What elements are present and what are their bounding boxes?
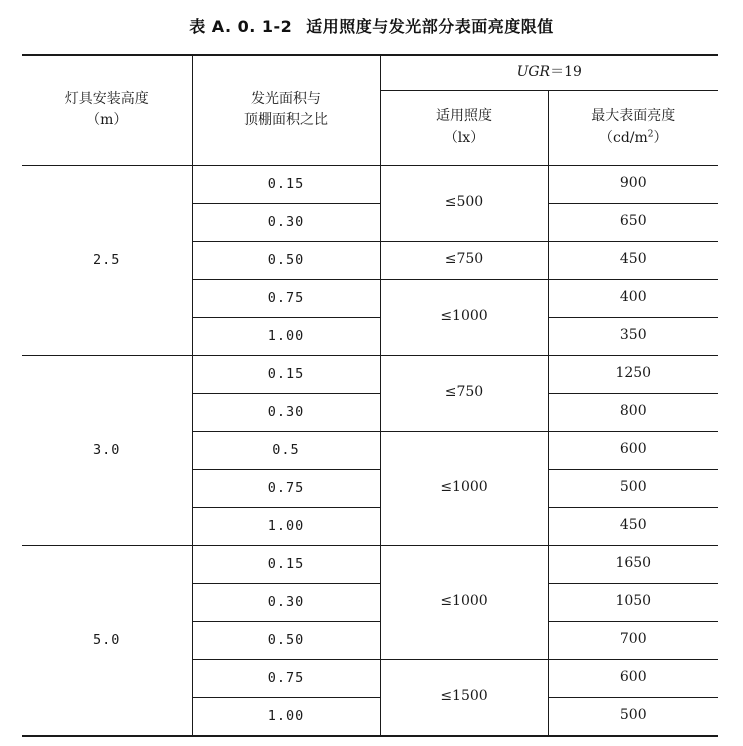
luminance-cell: 600 bbox=[548, 659, 718, 697]
ratio-cell: 0.75 bbox=[192, 279, 380, 317]
luminance-cell: 1050 bbox=[548, 583, 718, 621]
illuminance-cell: ≤1500 bbox=[380, 659, 548, 736]
luminance-cell: 900 bbox=[548, 165, 718, 203]
luminance-cell: 800 bbox=[548, 393, 718, 431]
header-luminance bbox=[548, 90, 718, 165]
table-row bbox=[22, 545, 718, 583]
header-install-height-unit: （m） bbox=[86, 112, 128, 129]
illuminance-cell: ≤1000 bbox=[380, 545, 548, 659]
luminance-cell: 500 bbox=[548, 697, 718, 736]
illuminance-cell: ≤500 bbox=[380, 165, 548, 241]
luminance-unit-close: ） bbox=[653, 129, 668, 146]
illuminance-cell: ≤750 bbox=[380, 355, 548, 431]
ratio-cell: 1.00 bbox=[192, 697, 380, 736]
luminance-cell: 450 bbox=[548, 241, 718, 279]
luminance-cell: 1650 bbox=[548, 545, 718, 583]
luminance-unit-sup: 2 bbox=[647, 128, 654, 139]
illuminance-cell: ≤1000 bbox=[380, 279, 548, 355]
height-cell: 5.0 bbox=[22, 545, 192, 736]
table-number: 表 A. 0. 1-2 bbox=[189, 17, 293, 36]
ratio-cell: 0.30 bbox=[192, 583, 380, 621]
ugr-symbol: UGR bbox=[516, 63, 551, 80]
ratio-cell: 0.30 bbox=[192, 203, 380, 241]
illuminance-cell: ≤750 bbox=[380, 241, 548, 279]
height-cell: 3.0 bbox=[22, 355, 192, 545]
ratio-cell: 1.00 bbox=[192, 317, 380, 355]
header-area-ratio-line1: 发光面积与 bbox=[251, 90, 321, 107]
illuminance-table bbox=[22, 54, 718, 737]
height-cell: 2.5 bbox=[22, 165, 192, 355]
luminance-cell: 600 bbox=[548, 431, 718, 469]
header-row-1 bbox=[22, 55, 718, 90]
ratio-cell: 0.75 bbox=[192, 659, 380, 697]
ratio-cell: 0.15 bbox=[192, 355, 380, 393]
header-ugr bbox=[380, 55, 718, 90]
luminance-cell: 500 bbox=[548, 469, 718, 507]
ratio-cell: 0.50 bbox=[192, 621, 380, 659]
illuminance-cell: ≤1000 bbox=[380, 431, 548, 545]
luminance-cell: 700 bbox=[548, 621, 718, 659]
table-caption bbox=[0, 14, 743, 37]
luminance-unit-base: （cd/m bbox=[598, 129, 648, 146]
ugr-value: ＝19 bbox=[550, 63, 582, 80]
header-luminance-label: 最大表面亮度 bbox=[591, 107, 676, 124]
ratio-cell: 0.15 bbox=[192, 165, 380, 203]
table-row bbox=[22, 355, 718, 393]
header-illuminance-unit: （lx） bbox=[443, 129, 485, 146]
luminance-cell: 450 bbox=[548, 507, 718, 545]
ratio-cell: 0.30 bbox=[192, 393, 380, 431]
ratio-cell: 0.5 bbox=[192, 431, 380, 469]
header-luminance-unit bbox=[549, 128, 719, 150]
header-area-ratio bbox=[192, 55, 380, 165]
header-illuminance-label: 适用照度 bbox=[436, 107, 492, 124]
header-area-ratio-line2: 顶棚面积之比 bbox=[244, 112, 328, 129]
header-install-height bbox=[22, 55, 192, 165]
header-install-height-label: 灯具安装高度 bbox=[64, 90, 149, 107]
header-illuminance bbox=[380, 90, 548, 165]
ratio-cell: 0.50 bbox=[192, 241, 380, 279]
table-row bbox=[22, 165, 718, 203]
luminance-cell: 350 bbox=[548, 317, 718, 355]
table-title: 适用照度与发光部分表面亮度限值 bbox=[306, 17, 554, 36]
ratio-cell: 0.75 bbox=[192, 469, 380, 507]
ratio-cell: 0.15 bbox=[192, 545, 380, 583]
luminance-cell: 1250 bbox=[548, 355, 718, 393]
luminance-cell: 650 bbox=[548, 203, 718, 241]
luminance-cell: 400 bbox=[548, 279, 718, 317]
ratio-cell: 1.00 bbox=[192, 507, 380, 545]
